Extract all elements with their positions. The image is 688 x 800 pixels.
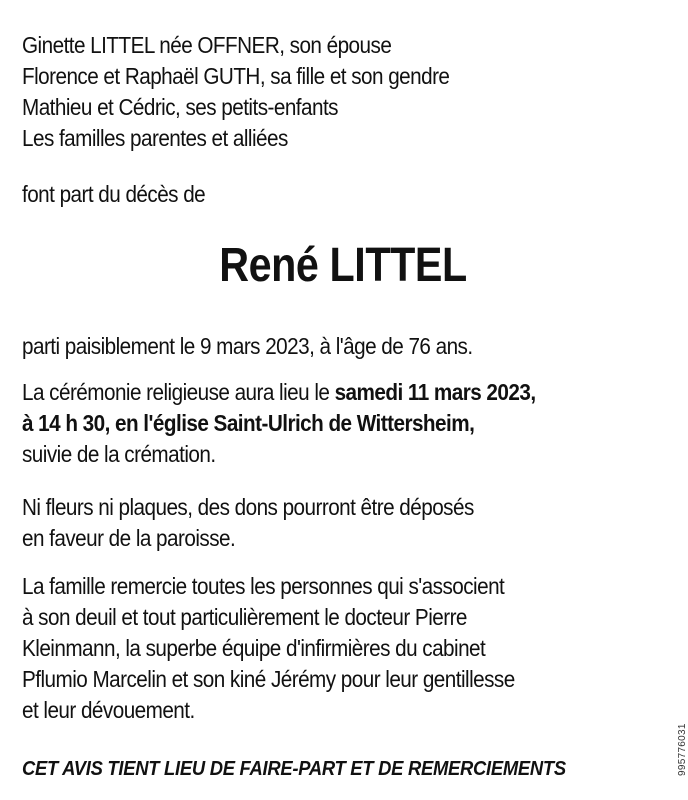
ceremony-place: à 14 h 30, en l'église Saint-Ulrich de Wittersheim, [22, 410, 475, 436]
family-line: Ginette LITTEL née OFFNER, son épouse [22, 32, 392, 58]
announcement: font part du décès de [22, 181, 206, 207]
thanks-line: La famille remercie toutes les personnes qui s'associent [22, 573, 505, 599]
deceased-name: René LITTEL [219, 239, 467, 292]
flowers-line: Ni fleurs ni plaques, des dons pourront être déposés [22, 494, 474, 520]
flowers-block [22, 492, 474, 554]
thanks-line: à son deuil et tout particulièrement le docteur Pierre [22, 604, 467, 630]
ceremony-intro: La cérémonie religieuse aura lieu le [22, 379, 335, 405]
thanks-line: et leur dévouement. [22, 697, 195, 723]
ceremony-line-1 [22, 377, 536, 408]
passing-statement: parti paisiblement le 9 mars 2023, à l'âge de 76 ans. [22, 333, 473, 359]
family-line: Mathieu et Cédric, ses petits-enfants [22, 94, 338, 120]
footer-notice: CET AVIS TIENT LIEU DE FAIRE-PART ET DE REMERCIEMENTS [22, 758, 566, 780]
ceremony-after: suivie de la crémation. [22, 441, 216, 467]
ceremony-date: samedi 11 mars 2023, [334, 379, 536, 405]
thanks-line: Kleinmann, la superbe équipe d'infirmières du cabinet [22, 635, 486, 661]
thanks-block [22, 571, 515, 726]
thanks-line: Pflumio Marcelin et son kiné Jérémy pour leur gentillesse [22, 666, 515, 692]
reference-number: 995776031 [677, 723, 688, 776]
ceremony-block [22, 377, 536, 470]
flowers-line: en faveur de la paroisse. [22, 525, 236, 551]
family-line: Florence et Raphaël GUTH, sa fille et son gendre [22, 63, 450, 89]
family-line: Les familles parentes et alliées [22, 125, 288, 151]
family-block [22, 30, 449, 154]
